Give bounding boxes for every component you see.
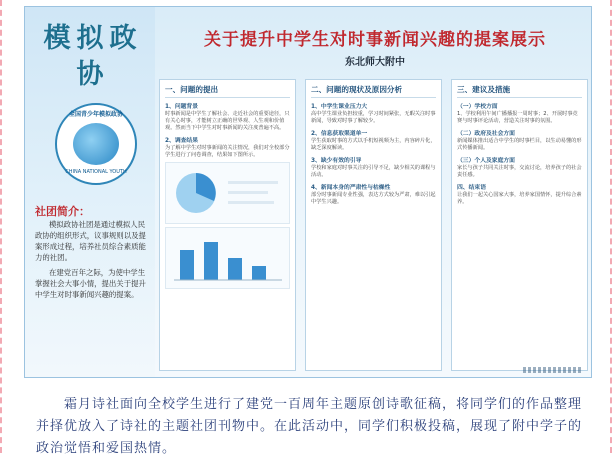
poster-main-title: 关于提升中学生对时事新闻兴趣的提案展示: [204, 30, 546, 50]
bar: [228, 258, 242, 280]
column-heading: 一、问题的提出: [165, 84, 290, 98]
club-title: 模拟政协: [43, 23, 143, 90]
block-subheading: 4、新闻本身的严肃性与枯燥性: [311, 185, 391, 191]
globe-icon: [73, 123, 119, 165]
column-heading: 三、建议及措施: [457, 84, 582, 98]
article-caption: 霜月诗社面向全校学生进行了建党一百周年主题原创诗歌征稿，将同学们的作品整理并择优放入了诗社的主题社团刊物中。在此活动中，同学们积极投稿，展现了附中学子的政治觉悟和爱国热情。: [36, 397, 583, 456]
block-text: 部分时事新闻专业性强，表达方式较为严肃，难以引起中学生兴趣。: [311, 192, 436, 205]
survey-bar-chart: [165, 227, 290, 289]
emblem-ring-text: 全国青少年模拟政协: [68, 111, 123, 118]
column-heading: 二、问题的现状及原因分析: [311, 84, 436, 98]
block-subheading: 2、信息获取渠道单一: [311, 131, 368, 137]
club-emblem-icon: [55, 103, 137, 185]
block-subheading: 四、结束语: [457, 185, 486, 191]
block-text: 1、学校利用午间广播播报一周时事；2、开展时事竞赛与时事评论活动，营造关注时事的氛围。: [457, 111, 578, 124]
block-text: 学校和家庭对时事关注的引导不足，缺少相关的课程与活动。: [311, 165, 436, 178]
legend-line: [228, 191, 268, 194]
intro-paragraph: 在建党百年之际，为使中学生掌握社会大事小情，提出关于提升中学生对时事新闻兴趣的提案。: [35, 268, 146, 299]
intro-body: [35, 219, 151, 369]
block-text: 高中学生课业负担较重，学习时间紧张，无暇关注时事新闻，导致对时事了解较少。: [311, 111, 436, 124]
block-text: 家长与孩子共同关注时事，交流讨论，培养孩子的社会责任感。: [457, 165, 582, 178]
block-text: 新闻媒体推出适合中学生的时事栏目，以生动易懂的形式传播新闻。: [457, 138, 582, 151]
column-suggestions: [451, 79, 588, 371]
legend-line: [228, 201, 274, 204]
column-analysis: [305, 79, 442, 371]
block-subheading: （二）政府及社会方面: [457, 131, 515, 137]
block-subheading: （三）个人及家庭方面: [457, 158, 515, 164]
poster-side-panel: [25, 7, 155, 378]
poster-subtitle: 东北师大附中: [345, 57, 405, 68]
bar: [180, 250, 194, 280]
bar: [252, 266, 266, 280]
block-subheading: 3、缺少有效的引导: [311, 158, 362, 164]
intro-paragraph: 模拟政协社团是通过模拟人民政协的组织形式，议事规则以及提案形成过程，培养社员综合素质能力的社团。: [35, 220, 146, 262]
bar: [204, 242, 218, 280]
block-subheading: 1、中学生课业压力大: [311, 104, 368, 110]
poster-columns: [159, 79, 589, 371]
column-problem: [159, 79, 296, 371]
block-text: 为了解中学生对时事新闻的关注情况，我们对全校部分学生进行了问卷调查，结果如下图所示。: [165, 145, 290, 158]
pie-chart-svg: [166, 163, 289, 223]
block-subheading: （一）学校方面: [457, 104, 498, 110]
proposal-poster: [24, 6, 592, 378]
bar-chart-svg: [166, 228, 289, 288]
intro-heading: 社团简介：: [35, 205, 90, 218]
block-text: 让我们一起关心国家大事，培养家国情怀，提升综合素养。: [457, 192, 582, 205]
survey-pie-chart: [165, 162, 290, 224]
block-text: 时事新闻是中学生了解社会、走近社会的重要途径，只有关心时事，才能树立正确的世界观、人生观和价值观。然而当下中学生对时事新闻的关注度普遍不高。: [165, 111, 290, 131]
emblem-english-text: CHINA NATIONAL YOUTH: [65, 169, 127, 175]
legend-line: [228, 181, 278, 184]
block-text: 学生获取时事的方式以手机短视频为主，内容碎片化，缺乏深度解读。: [311, 138, 436, 151]
poster-footer-mark: [523, 367, 583, 373]
block-subheading: 2、调查结果: [165, 138, 199, 144]
block-subheading: 1、问题背景: [165, 104, 199, 110]
